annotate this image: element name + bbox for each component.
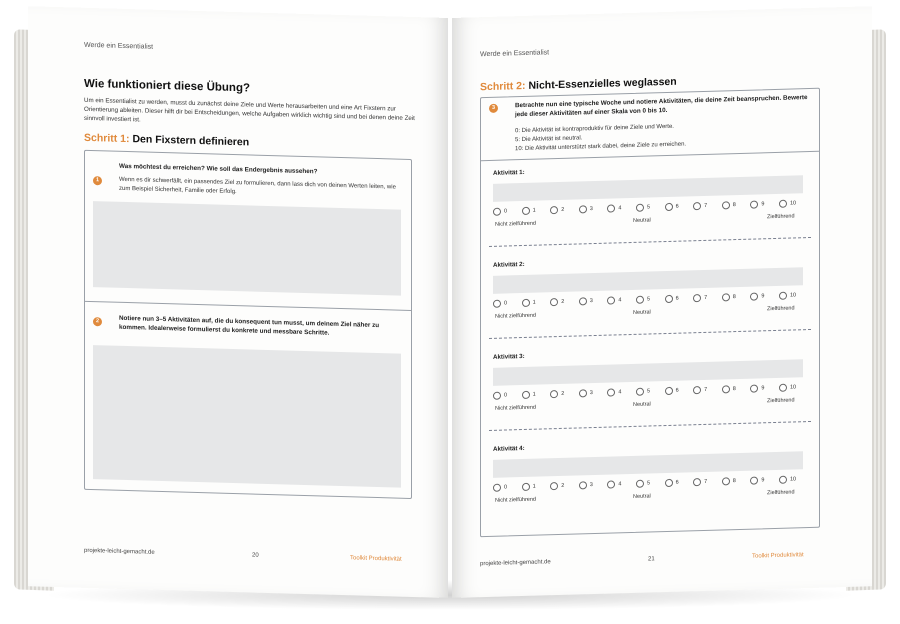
rating-scale xyxy=(493,383,808,400)
rating-option[interactable] xyxy=(779,383,808,392)
rating-value: 10 xyxy=(789,292,797,299)
rating-option[interactable] xyxy=(522,298,551,307)
rating-value: 2 xyxy=(561,206,565,213)
rating-option[interactable] xyxy=(550,297,579,306)
rating-value: 0 xyxy=(504,484,508,491)
rating-option[interactable] xyxy=(693,385,722,394)
footer-series: Toolkit Produktivität xyxy=(752,552,804,560)
rating-option[interactable] xyxy=(550,481,579,490)
rating-value: 7 xyxy=(704,386,708,393)
rating-value: 9 xyxy=(761,201,765,208)
page-number: 21 xyxy=(648,556,655,563)
rating-option[interactable] xyxy=(607,388,636,397)
radio-button[interactable] xyxy=(722,477,730,485)
rating-option[interactable] xyxy=(636,387,665,396)
rating-scale xyxy=(493,199,808,216)
step-2-worksheet xyxy=(480,88,820,537)
activity-separator xyxy=(489,421,811,431)
anchor-high: Zielführend xyxy=(767,305,795,313)
rating-value: 8 xyxy=(732,386,736,393)
radio-button[interactable] xyxy=(779,200,787,208)
rating-option[interactable] xyxy=(722,201,751,210)
question-1: Was möchtest du erreichen? Wie soll das Endergebnis aussehen? xyxy=(119,162,318,176)
rating-option[interactable] xyxy=(522,206,551,215)
rating-value: 9 xyxy=(761,385,765,392)
activity-label: Aktivität 1: xyxy=(493,168,525,177)
anchor-low: Nicht zielführend xyxy=(495,220,536,228)
rating-option[interactable] xyxy=(550,205,579,214)
rating-value: 1 xyxy=(532,207,536,214)
rating-value: 6 xyxy=(675,387,679,394)
radio-button[interactable] xyxy=(722,201,730,209)
rating-option[interactable] xyxy=(607,480,636,489)
rating-option[interactable] xyxy=(722,385,751,394)
radio-button[interactable] xyxy=(665,203,673,211)
rating-option[interactable] xyxy=(779,199,808,208)
radio-button[interactable] xyxy=(550,206,558,214)
rating-value: 1 xyxy=(532,391,536,398)
rating-value: 9 xyxy=(761,477,765,484)
radio-button[interactable] xyxy=(636,204,644,212)
anchor-mid: Neutral xyxy=(633,493,651,500)
radio-button[interactable] xyxy=(750,476,758,484)
radio-button[interactable] xyxy=(750,200,758,208)
radio-button[interactable] xyxy=(693,294,701,302)
rating-option[interactable] xyxy=(750,200,779,209)
step-2-heading xyxy=(480,76,677,93)
radio-button[interactable] xyxy=(522,391,530,399)
activity-separator xyxy=(489,237,811,247)
radio-button[interactable] xyxy=(693,386,701,394)
rating-value: 3 xyxy=(589,390,593,397)
question-1-hint: Wenn es dir schwerfällt, ein passendes Ziel zu formulieren, dann lass dich von deinen Werten leiten, wie zum Beispiel Sicherheit, Familie oder Erfolg. xyxy=(119,176,396,196)
rating-option[interactable] xyxy=(722,477,751,486)
anchor-mid: Neutral xyxy=(633,401,651,408)
rating-option[interactable] xyxy=(636,203,665,212)
rating-option[interactable] xyxy=(693,201,722,210)
rating-option[interactable] xyxy=(693,477,722,486)
rating-value: 8 xyxy=(732,478,736,485)
footer-series: Toolkit Produktivität xyxy=(350,555,402,563)
rating-value: 2 xyxy=(561,390,565,397)
radio-button[interactable] xyxy=(665,479,673,487)
rating-value: 4 xyxy=(618,205,622,212)
rating-option[interactable] xyxy=(522,482,551,491)
rating-value: 8 xyxy=(732,294,736,301)
anchor-mid: Neutral xyxy=(633,309,651,316)
question-2: Notiere nun 3–5 Aktivitäten auf, die du konsequent tun musst, um deinem Ziel näher zu kommen. Idealerweise formulierst du konkrete und messbare Schritte. xyxy=(119,314,380,337)
rating-scale xyxy=(493,475,808,492)
rating-value: 1 xyxy=(532,483,536,490)
rating-value: 3 xyxy=(589,206,593,213)
radio-button[interactable] xyxy=(579,205,587,213)
anchor-low: Nicht zielführend xyxy=(495,496,536,504)
radio-button[interactable] xyxy=(550,298,558,306)
answer-field-1[interactable] xyxy=(93,201,401,296)
rating-value: 7 xyxy=(704,202,708,209)
rating-option[interactable] xyxy=(550,389,579,398)
activity-input[interactable] xyxy=(493,359,803,386)
step-2-prefix: Schritt 2: xyxy=(480,79,526,94)
radio-button[interactable] xyxy=(493,300,501,308)
step-2-title: Nicht-Essenzielles weglassen xyxy=(528,75,677,92)
rating-value: 0 xyxy=(504,300,508,307)
step-1-worksheet xyxy=(84,150,412,499)
radio-button[interactable] xyxy=(522,483,530,491)
rating-value: 7 xyxy=(704,294,708,301)
rating-value: 9 xyxy=(761,293,765,300)
radio-button[interactable] xyxy=(693,478,701,486)
activity-separator xyxy=(489,329,811,339)
radio-button[interactable] xyxy=(579,481,587,489)
rating-value: 5 xyxy=(646,480,651,487)
rating-value: 7 xyxy=(704,478,708,485)
footer-site: projekte-leicht-gemacht.de xyxy=(84,547,155,556)
rating-option[interactable] xyxy=(607,296,636,305)
question-3: Betrachte nun eine typische Woche und notiere Aktivitäten, die deine Zeit beanspruchen. Bewerte jede dieser Aktivitäten auf einer Skala von 0 bis 10. xyxy=(515,94,808,119)
radio-button[interactable] xyxy=(607,204,615,212)
page-number: 20 xyxy=(252,552,259,559)
rating-value: 6 xyxy=(675,203,679,210)
legend-5: 5: Die Aktivität ist neutral. xyxy=(515,135,583,144)
anchor-high: Zielführend xyxy=(767,397,795,405)
activity-label: Aktivität 2: xyxy=(493,260,525,269)
radio-button[interactable] xyxy=(636,480,644,488)
activity-label: Aktivität 3: xyxy=(493,352,525,361)
left-page xyxy=(28,6,448,598)
rating-value: 0 xyxy=(504,208,508,215)
radio-button[interactable] xyxy=(750,292,758,300)
answer-field-2[interactable] xyxy=(93,345,401,488)
rating-option[interactable] xyxy=(579,389,608,398)
radio-button[interactable] xyxy=(607,296,615,304)
radio-button[interactable] xyxy=(779,384,787,392)
radio-button[interactable] xyxy=(665,387,673,395)
rating-option[interactable] xyxy=(493,207,522,216)
running-head: Werde ein Essentialist xyxy=(84,41,154,51)
radio-button[interactable] xyxy=(636,296,644,304)
radio-button[interactable] xyxy=(779,292,787,300)
radio-button[interactable] xyxy=(779,476,787,484)
radio-button[interactable] xyxy=(693,202,701,210)
radio-button[interactable] xyxy=(550,390,558,398)
rating-option[interactable] xyxy=(607,204,636,213)
rating-option[interactable] xyxy=(493,483,522,492)
activity-input[interactable] xyxy=(493,451,803,478)
anchor-mid: Neutral xyxy=(633,217,651,224)
rating-value: 4 xyxy=(618,297,622,304)
rating-value: 10 xyxy=(789,384,797,391)
rating-option[interactable] xyxy=(636,295,665,304)
activity-label: Aktivität 4: xyxy=(493,444,525,453)
step-1-prefix: Schritt 1: xyxy=(84,131,130,146)
radio-button[interactable] xyxy=(579,297,587,305)
rating-option[interactable] xyxy=(665,294,694,303)
rating-option[interactable] xyxy=(522,390,551,399)
rating-option[interactable] xyxy=(665,478,694,487)
rating-value: 4 xyxy=(618,389,622,396)
legend-10: 10: Die Aktivität unterstützt stark dabei, deine Ziele zu erreichen. xyxy=(515,141,687,153)
radio-button[interactable] xyxy=(522,299,530,307)
radio-button[interactable] xyxy=(636,388,644,396)
rating-option[interactable] xyxy=(579,481,608,490)
rating-option[interactable] xyxy=(750,384,779,393)
radio-button[interactable] xyxy=(493,208,501,216)
footer-site: projekte-leicht-gemacht.de xyxy=(480,559,551,568)
rating-value: 2 xyxy=(561,298,565,305)
rating-option[interactable] xyxy=(750,476,779,485)
rating-value: 10 xyxy=(789,200,797,207)
step-1-title: Den Fixstern definieren xyxy=(132,133,250,149)
rating-value: 6 xyxy=(675,295,679,302)
section-divider xyxy=(85,301,411,311)
radio-button[interactable] xyxy=(750,384,758,392)
rating-option[interactable] xyxy=(579,297,608,306)
step-1-heading xyxy=(84,132,249,149)
radio-button[interactable] xyxy=(493,392,501,400)
rating-value: 4 xyxy=(618,481,622,488)
rating-value: 5 xyxy=(646,296,651,303)
rating-value: 0 xyxy=(504,392,508,399)
running-head: Werde ein Essentialist xyxy=(480,49,550,59)
radio-button[interactable] xyxy=(579,389,587,397)
rating-option[interactable] xyxy=(779,291,808,300)
anchor-low: Nicht zielführend xyxy=(495,404,536,412)
anchor-high: Zielführend xyxy=(767,489,795,497)
activity-input[interactable] xyxy=(493,175,803,202)
rating-value: 10 xyxy=(789,476,797,483)
page-title: Wie funktioniert diese Übung? xyxy=(84,77,251,95)
question-1-number: 1 xyxy=(93,176,102,185)
rating-option[interactable] xyxy=(665,202,694,211)
rating-value: 5 xyxy=(646,204,651,211)
rating-value: 8 xyxy=(732,202,736,209)
rating-option[interactable] xyxy=(493,299,522,308)
rating-value: 6 xyxy=(675,479,679,486)
radio-button[interactable] xyxy=(665,295,673,303)
anchor-low: Nicht zielführend xyxy=(495,312,536,320)
rating-option[interactable] xyxy=(693,293,722,302)
radio-button[interactable] xyxy=(607,388,615,396)
rating-option[interactable] xyxy=(665,386,694,395)
rating-value: 3 xyxy=(589,482,593,489)
legend-0: 0: Die Aktivität ist kontraproduktiv für deine Ziele und Werte. xyxy=(515,123,674,135)
anchor-high: Zielführend xyxy=(767,213,795,221)
question-2-number: 2 xyxy=(93,317,102,326)
radio-button[interactable] xyxy=(493,484,501,492)
radio-button[interactable] xyxy=(550,482,558,490)
rating-option[interactable] xyxy=(636,479,665,488)
rating-value: 1 xyxy=(532,299,536,306)
radio-button[interactable] xyxy=(522,207,530,215)
intro-text: Um ein Essentialist zu werden, musst du zunächst deine Ziele und Werte herausarbeiten und eine Art Fixstern zur Orientierung ableiten. Dieser hilft dir bei Entscheidungen, welche Aufgaben wirklich wichtig sind und bei denen deine Zeit sinnvoll investiert ist. xyxy=(84,96,415,124)
rating-value: 3 xyxy=(589,298,593,305)
rating-value: 2 xyxy=(561,482,565,489)
rating-option[interactable] xyxy=(722,293,751,302)
rating-value: 5 xyxy=(646,388,651,395)
radio-button[interactable] xyxy=(722,385,730,393)
radio-button[interactable] xyxy=(722,293,730,301)
rating-option[interactable] xyxy=(579,205,608,214)
rating-scale xyxy=(493,291,808,308)
rating-option[interactable] xyxy=(493,391,522,400)
radio-button[interactable] xyxy=(607,480,615,488)
activity-input[interactable] xyxy=(493,267,803,294)
right-page xyxy=(452,6,872,598)
question-3-number: 3 xyxy=(489,104,498,113)
rating-option[interactable] xyxy=(750,292,779,301)
rating-option[interactable] xyxy=(779,475,808,484)
